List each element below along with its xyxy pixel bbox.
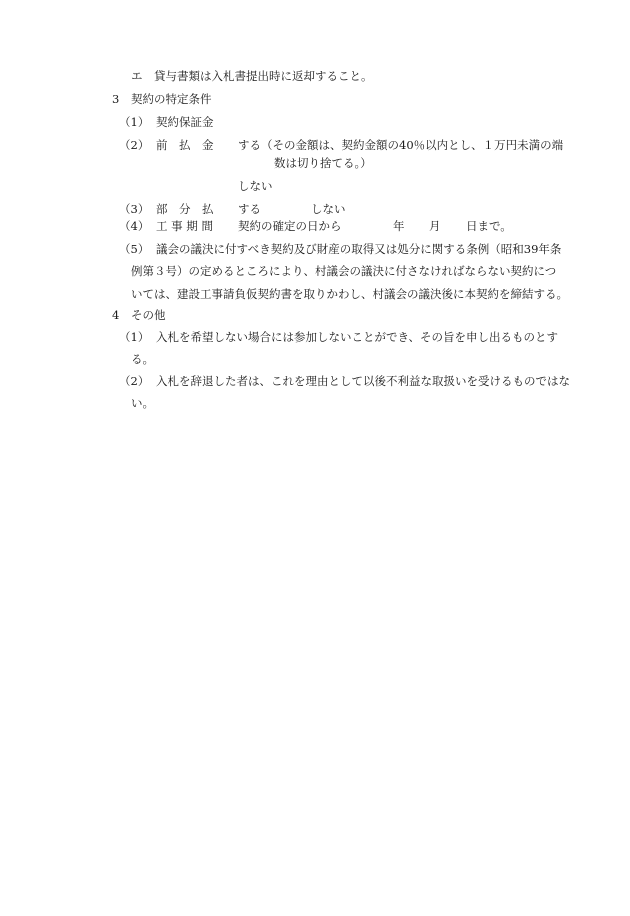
item-e-text: エ 貸与書類は入札書提出時に返却すること。	[131, 69, 373, 83]
item-3-5-line-2: 例第３号）の定めるところにより、村議会の議決に付さなければならない契約につ	[131, 264, 557, 278]
item-3-2-option-no: しない	[238, 179, 273, 193]
item-3-3-option-no: しない	[311, 202, 346, 216]
item-3-3-option-yes: する	[238, 202, 261, 216]
item-3-3-number: （3）	[119, 202, 150, 216]
item-4-1-line-1: 入札を希望しない場合には参加しないことができ、その旨を申し出るものとす	[156, 330, 559, 344]
item-4-1-number: （1）	[119, 330, 150, 344]
item-3-2-option-yes: する（その金額は、契約金額の40％以内とし、１万円未満の端	[238, 138, 564, 152]
item-3-2-option-yes-continued: 数は切り捨てる。）	[274, 156, 372, 170]
item-4-2-number: （2）	[119, 374, 150, 388]
section-3-title: 契約の特定条件	[131, 92, 212, 106]
item-3-2-label: 前 払 金	[156, 138, 214, 152]
item-3-5-line-3: いては、建設工事請負仮契約書を取りかわし、村議会の議決後に本契約を締結する。	[131, 287, 568, 301]
item-3-4-month: 月	[429, 219, 441, 233]
section-4-number: 4	[112, 308, 120, 322]
item-3-5-number: （5）	[119, 242, 150, 256]
section-4-title: その他	[131, 308, 166, 322]
item-3-4-day: 日まで。	[466, 219, 512, 233]
item-4-2-line-1: 入札を辞退した者は、これを理由として以後不利益な取扱いを受けるものではな	[156, 374, 570, 388]
item-3-4-number: （4）	[119, 219, 150, 233]
section-3-number: 3	[112, 92, 120, 106]
item-4-2-line-2: い。	[131, 396, 154, 410]
item-3-2-number: （2）	[119, 138, 150, 152]
item-3-1-label: 契約保証金	[156, 115, 214, 129]
item-3-5-line-1: 議会の議決に付すべき契約及び財産の取得又は処分に関する条例（昭和39年条	[156, 242, 562, 256]
item-3-4-start: 契約の確定の日から	[238, 219, 342, 233]
item-3-1-number: （1）	[119, 115, 150, 129]
item-3-4-label: 工 事 期 間	[156, 219, 213, 233]
item-3-4-year: 年	[393, 219, 405, 233]
item-4-1-line-2: る。	[131, 352, 154, 366]
item-3-3-label: 部 分 払	[156, 202, 214, 216]
